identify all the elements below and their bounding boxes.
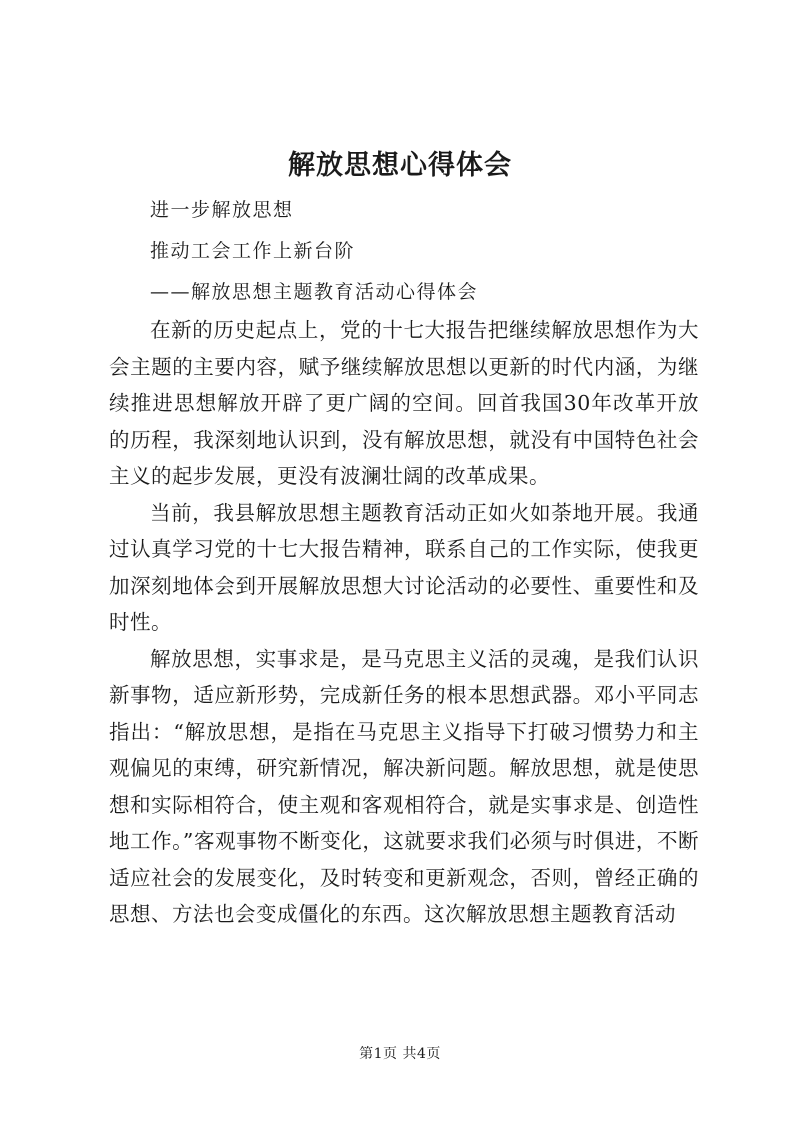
- page-footer: 第1页 共4页: [359, 1046, 441, 1062]
- paragraph-1: 在新的历史起点上，党的十七大报告把继续解放思想作为大会主题的主要内容，赋予继续解放思想以更新的时代内涵，为继续推进思想解放开辟了更广阔的空间。回首我国30年改革开放的历程，我深刻地认识到，没有解放思想，就没有中国特色社会主义的起步发展，更没有波澜壮阔的改革成果。: [109, 318, 699, 488]
- subtitle-1: 进一步解放思想: [150, 199, 294, 221]
- body-text: [109, 312, 699, 933]
- subtitle-3: ——解放思想主题教育活动心得体会: [150, 281, 479, 303]
- document-title: 解放思想心得体会: [288, 150, 512, 181]
- paragraph-3: 解放思想，实事求是，是马克思主义活的灵魂，是我们认识新事物，适应新形势，完成新任务的根本思想武器。邓小平同志指出：“解放思想，是指在马克思主义指导下打破习惯势力和主观偏见的束缚，研究新情况，解决新问题。解放思想，就是使思想和实际相符合，使主观和客观相符合，就是实事求是、创造性地工作。”客观事物不断变化，这就要求我们必须与时俱进，不断适应社会的发展变化，及时转变和更新观念，否则，曾经正确的思想、方法也会变成僵化的东西。这次解放思想主题教育活动: [109, 646, 699, 926]
- paragraph-2: 当前，我县解放思想主题教育活动正如火如荼地开展。我通过认真学习党的十七大报告精神，联系自己的工作实际，使我更加深刻地体会到开展解放思想大讨论活动的必要性、重要性和及时性。: [109, 500, 699, 634]
- subtitle-2: 推动工会工作上新台阶: [150, 240, 356, 262]
